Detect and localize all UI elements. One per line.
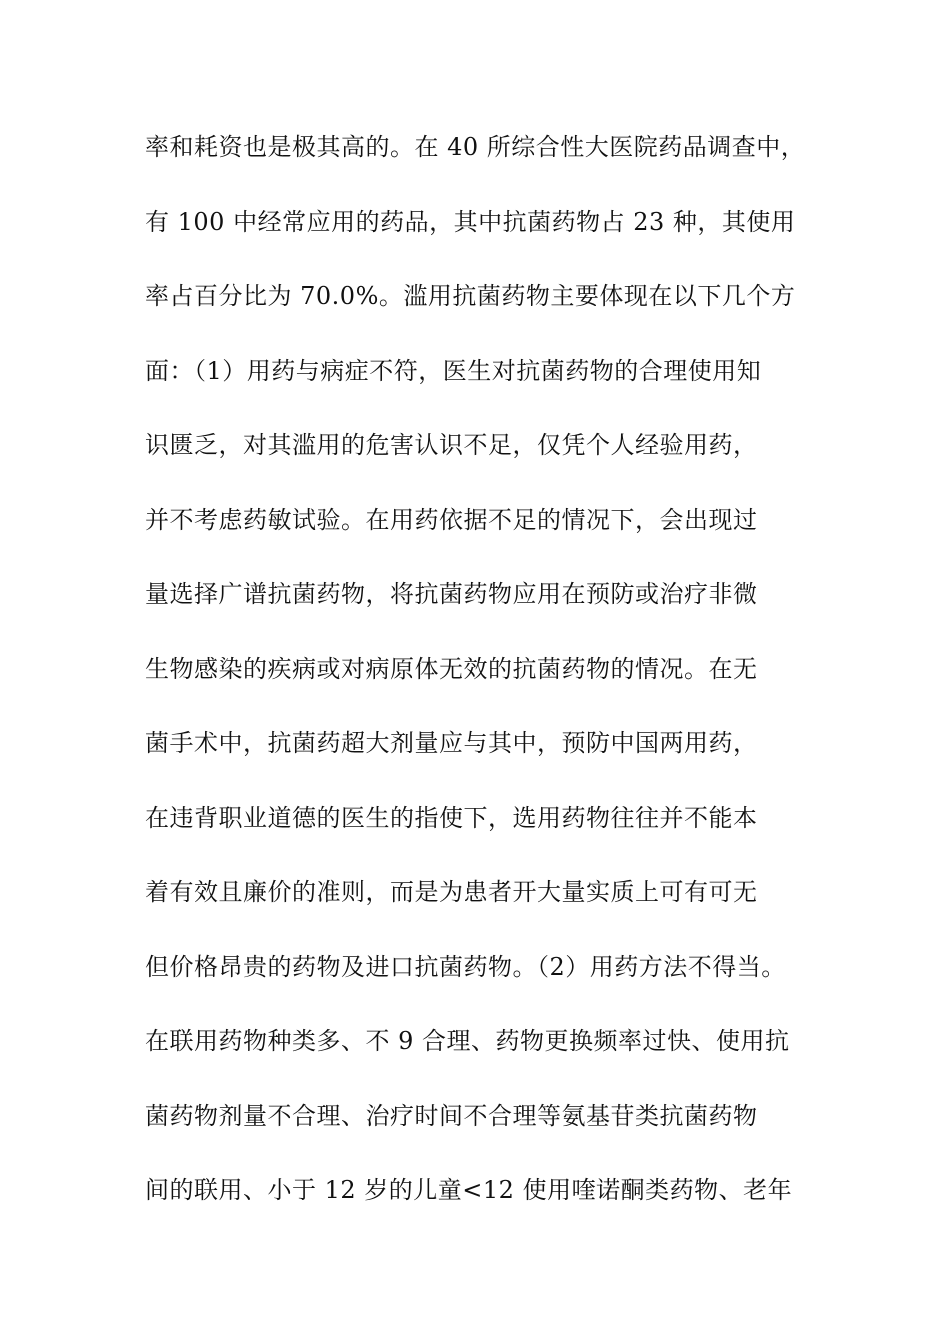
text-line: 在违背职业道德的医生的指使下，选用药物往往并不能本 xyxy=(145,803,758,832)
text-line: 并不考虑药敏试验。在用药依据不足的情况下，会出现过 xyxy=(145,505,758,534)
text-line: 率占百分比为 70.0%。滥用抗菌药物主要体现在以下几个方 xyxy=(145,282,796,310)
text-line: 识匮乏，对其滥用的危害认识不足，仅凭个人经验用药， xyxy=(145,431,758,459)
text-line: 面：（1）用药与病症不符，医生对抗菌药物的合理使用知 xyxy=(145,356,762,385)
text-line: 生物感染的疾病或对病原体无效的抗菌药物的情况。在无 xyxy=(145,654,758,683)
text-line: 菌手术中，抗菌药超大剂量应与其中，预防中国两用药， xyxy=(145,729,758,757)
text-line: 间的联用、小于 12 岁的儿童<12 使用喹诺酮类药物、老年 xyxy=(145,1176,793,1204)
text-line: 量选择广谱抗菌药物，将抗菌药物应用在预防或治疗非微 xyxy=(145,580,758,608)
text-line: 但价格昂贵的药物及进口抗菌药物。（2）用药方法不得当。 xyxy=(145,952,786,981)
text-line: 有 100 中经常应用的药品，其中抗菌药物占 23 种，其使用 xyxy=(145,207,796,236)
text-line: 在联用药物种类多、不 9 合理、药物更换频率过快、使用抗 xyxy=(145,1027,790,1055)
text-line: 着有效且廉价的准则，而是为患者开大量实质上可有可无 xyxy=(145,878,758,906)
text-line: 率和耗资也是极其高的。在 40 所综合性大医院药品调查中， xyxy=(145,133,806,161)
text-line: 菌药物剂量不合理、治疗时间不合理等氨基苷类抗菌药物 xyxy=(145,1101,758,1130)
body-text xyxy=(145,110,865,1228)
